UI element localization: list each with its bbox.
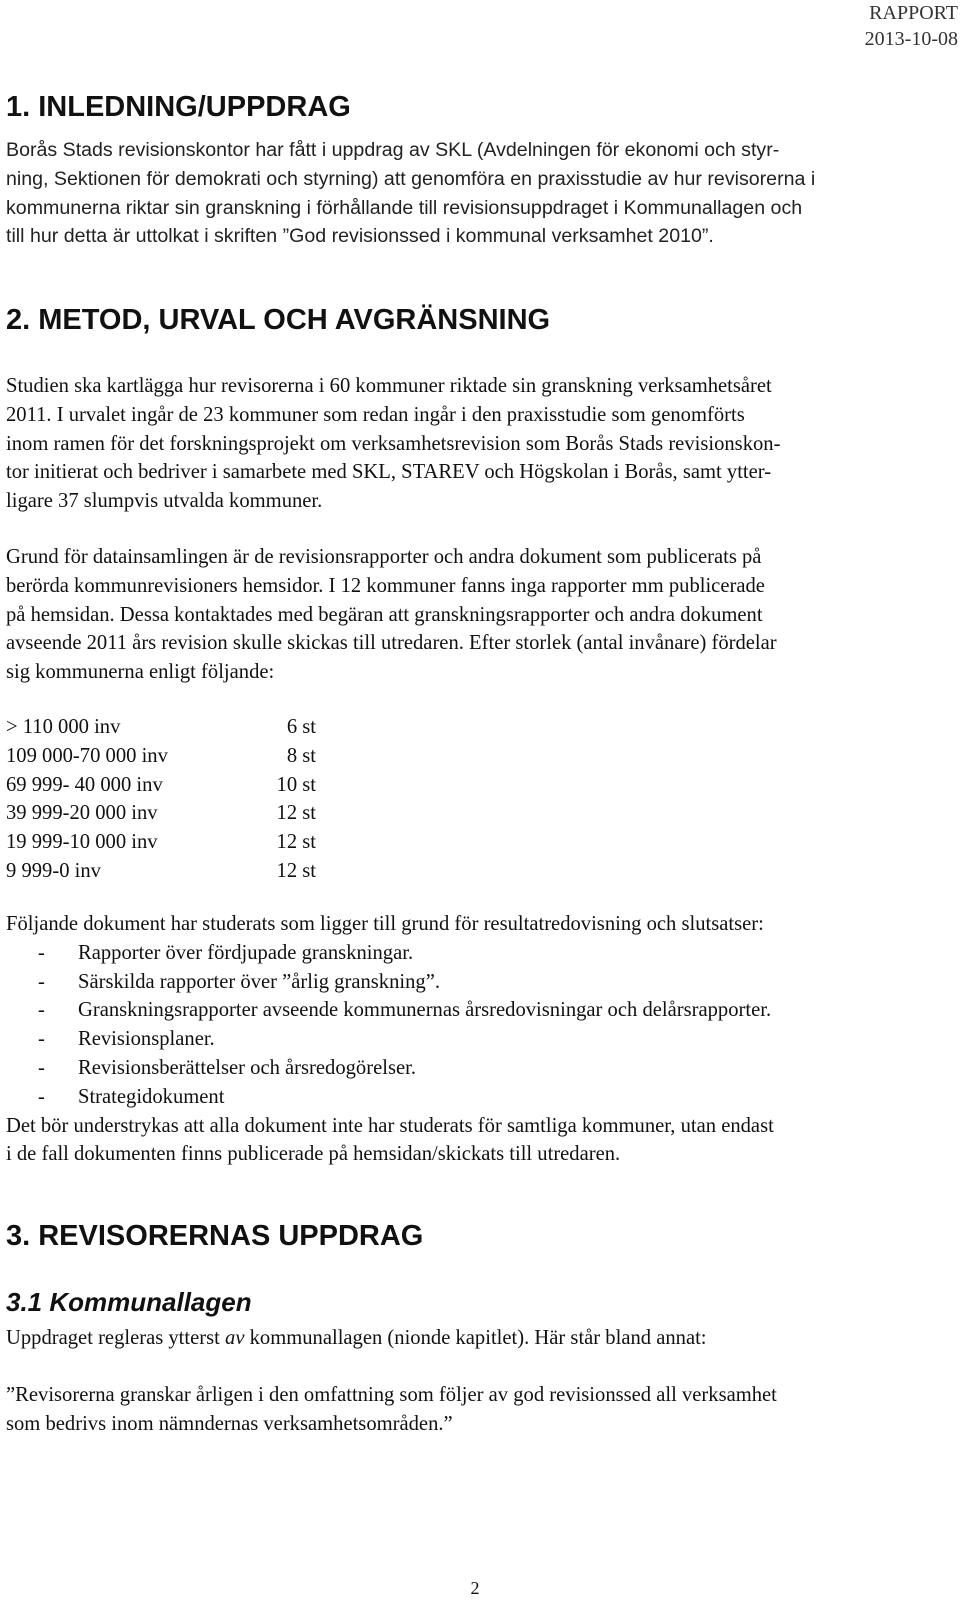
text-line: berörda kommunrevisioners hemsidor. I 12 kommuner fanns inga rapporter mm publicerade	[6, 574, 765, 597]
list-item	[6, 996, 952, 1025]
list-marker: -	[38, 1085, 45, 1108]
municipality-count: 10 st	[276, 773, 316, 796]
table-row	[6, 828, 952, 857]
list-item	[6, 1083, 952, 1112]
text-line: ”Revisorerna granskar årligen i den omfattning som följer av god revisionssed all verksamhet	[6, 1384, 777, 1406]
page-number: 2	[470, 1578, 480, 1598]
list-item-text: Granskningsrapporter avseende kommunernas årsredovisningar och delårsrapporter.	[78, 999, 772, 1022]
list-item	[6, 968, 952, 997]
intro-emphasis: av	[225, 1327, 245, 1349]
municipality-count: 12 st	[276, 859, 316, 882]
table-row	[6, 857, 952, 886]
list-item-text: Revisionsplaner.	[78, 1028, 215, 1051]
text-line: i de fall dokumenten finns publicerade på hemsidan/skickats till utredaren.	[6, 1143, 621, 1166]
table-row	[6, 742, 952, 771]
size-range: 39 999-20 000 inv	[6, 802, 158, 825]
report-header	[865, 0, 958, 52]
municipality-size-table	[6, 713, 952, 886]
text-line: tor initierat och bedriver i samarbete med SKL, STAREV och Högskolan i Borås, samt ytter-	[6, 461, 772, 484]
size-range: 69 999- 40 000 inv	[6, 773, 163, 796]
text-line: Det bör understrykas att alla dokument inte har studerats för samtliga kommuner, utan endast	[6, 1114, 774, 1137]
section-3-heading: 3. REVISORERNAS UPPDRAG	[6, 1220, 424, 1252]
size-range: 109 000-70 000 inv	[6, 744, 168, 767]
section-3-1-heading: 3.1 Kommunallagen	[6, 1287, 252, 1317]
text-line: avseende 2011 års revision skulle skickas till utredaren. Efter storlek (antal invånare) fördelar	[6, 632, 777, 655]
report-label: RAPPORT	[869, 2, 958, 24]
text-line: Studien ska kartlägga hur revisorerna i 60 kommuner riktade sin granskning verksamhetsåret	[6, 375, 772, 397]
table-row	[6, 713, 952, 742]
list-item	[6, 1025, 952, 1054]
law-intro	[6, 1324, 952, 1353]
municipality-count: 8 st	[286, 744, 316, 767]
text-line: på hemsidan. Dessa kontaktades med begäran att granskningsrapporter och andra dokument	[6, 603, 763, 626]
text-line: ning, Sektionen för demokrati och styrning) att genomföra en praxisstudie av hur revisorerna i	[6, 167, 816, 190]
documents-section	[6, 910, 952, 1169]
text-line: sig kommunerna enligt följande:	[6, 661, 275, 684]
list-item-text: Rapporter över fördjupade granskningar.	[78, 941, 414, 964]
section-1-heading: 1. INLEDNING/UPPDRAG	[6, 91, 351, 123]
municipality-count: 6 st	[286, 716, 316, 738]
text-line: Borås Stads revisionskontor har fått i uppdrag av SKL (Avdelningen för ekonomi och styr-	[6, 139, 780, 161]
text-line: 2011. I urvalet ingår de 23 kommuner som redan ingår i den praxisstudie som genomförts	[6, 403, 745, 426]
list-marker: -	[38, 941, 45, 964]
size-range: 9 999-0 inv	[6, 859, 101, 882]
section-2-heading: 2. METOD, URVAL OCH AVGRÄNSNING	[6, 304, 551, 336]
list-marker: -	[38, 1056, 45, 1079]
report-date: 2013-10-08	[864, 28, 958, 50]
intro-text: Uppdraget regleras ytterst	[6, 1327, 226, 1349]
municipality-count: 12 st	[276, 831, 316, 854]
text-line	[6, 1324, 952, 1353]
text-line: som bedrivs inom nämndernas verksamhetsområden.”	[6, 1412, 453, 1435]
data-collection-paragraph	[6, 543, 952, 687]
list-item	[6, 939, 952, 968]
text-line: ligare 37 slumpvis utvalda kommuner.	[6, 490, 323, 513]
documents-intro: Följande dokument har studerats som ligger till grund för resultatredovisning och slutsatser:	[6, 913, 764, 935]
page-footer	[0, 1577, 946, 1599]
table-row	[6, 771, 952, 800]
size-range: 19 999-10 000 inv	[6, 831, 158, 854]
section-1-body	[6, 136, 952, 251]
list-item-text: Särskilda rapporter över ”årlig granskning”.	[78, 970, 440, 993]
method-paragraph	[6, 372, 952, 516]
list-item	[6, 1054, 952, 1083]
municipality-count: 12 st	[276, 802, 316, 825]
intro-text: kommunallagen (nionde kapitlet). Här står bland annat:	[244, 1327, 707, 1349]
size-range: > 110 000 inv	[6, 716, 121, 738]
text-line: till hur detta är uttolkat i skriften ”God revisionssed i kommunal verksamhet 2010”.	[6, 225, 714, 248]
list-marker: -	[38, 999, 45, 1022]
text-line: Grund för datainsamlingen är de revisionsrapporter och andra dokument som publicerats på	[6, 546, 762, 568]
law-quote	[6, 1381, 952, 1439]
table-row	[6, 799, 952, 828]
list-item-text: Revisionsberättelser och årsredogörelser.	[78, 1056, 416, 1079]
list-marker: -	[38, 970, 45, 993]
list-marker: -	[38, 1028, 45, 1051]
text-line: kommunerna riktar sin granskning i förhållande till revisionsuppdraget i Kommunallagen och	[6, 196, 803, 219]
list-item-text: Strategidokument	[78, 1085, 225, 1108]
text-line: inom ramen för det forskningsprojekt om verksamhetsrevision som Borås Stads revisionskon-	[6, 432, 781, 455]
